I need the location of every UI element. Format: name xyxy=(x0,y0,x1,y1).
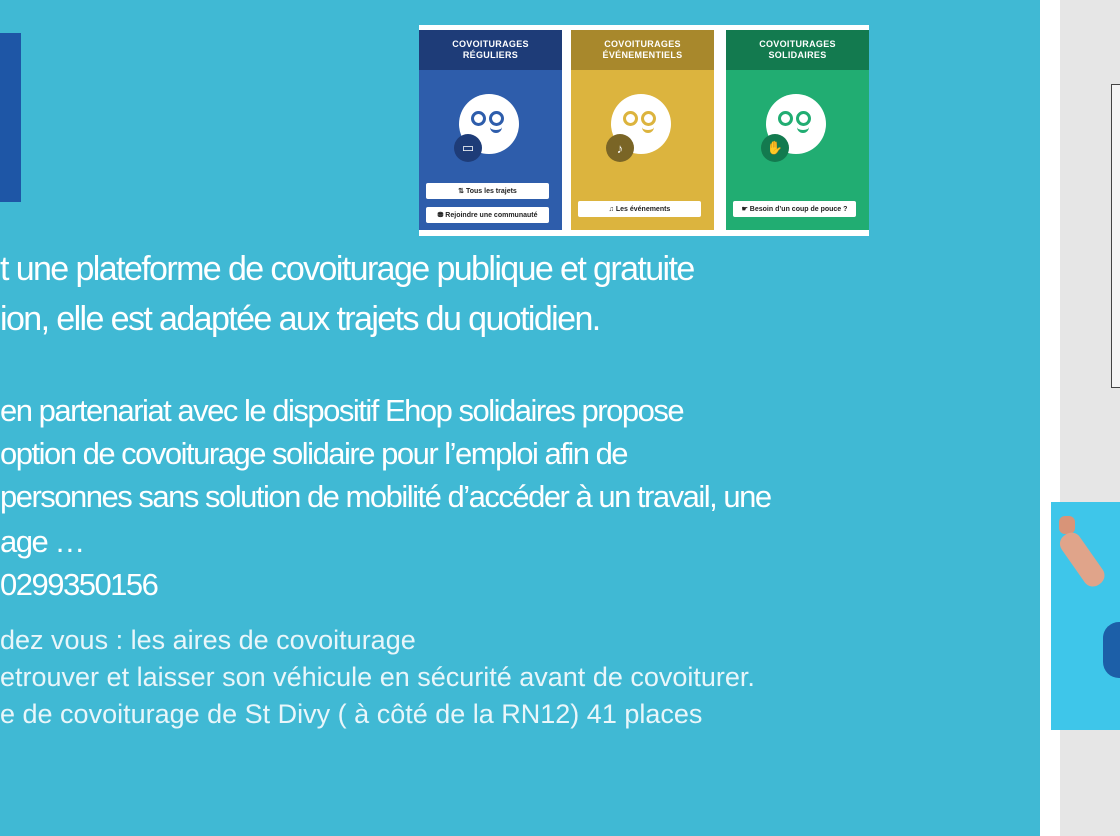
carpool-areas-text-line-1: etrouver et laisser son véhicule en sécurité avant de covoiturer. xyxy=(0,662,755,692)
intro-text-line-2: ion, elle est adaptée aux trajets du quotidien. xyxy=(0,300,600,338)
partnership-text-line-4: age … xyxy=(0,524,84,559)
slide-thumbnail[interactable] xyxy=(1111,84,1120,388)
smiley-icon xyxy=(459,94,519,154)
partnership-text-line-2: option de covoiturage solidaire pour l’emploi afin de xyxy=(0,436,628,471)
photo-thumbnail[interactable] xyxy=(1051,502,1120,730)
partnership-text-line-3: personnes sans solution de mobilité d’accéder à un travail, une xyxy=(0,479,771,514)
hand-icon: ✋ xyxy=(761,134,789,162)
card-solidaires-header: COVOITURAGES SOLIDAIRES xyxy=(726,30,869,70)
all-trips-button[interactable]: ⇅ Tous les trajets xyxy=(426,183,549,199)
join-community-button[interactable]: ⛃ Rejoindre une communauté xyxy=(426,207,549,223)
decorative-blue-block xyxy=(0,33,21,202)
help-button[interactable]: ☛ Besoin d’un coup de pouce ? xyxy=(733,201,856,217)
card-solidaires xyxy=(726,30,869,230)
intro-text-line-1: t une plateforme de covoiturage publique et gratuite xyxy=(0,250,694,288)
card-reguliers-header: COVOITURAGES RÉGULIERS xyxy=(419,30,562,70)
briefcase-icon: ▭ xyxy=(454,134,482,162)
smiley-icon xyxy=(766,94,826,154)
carpool-categories-image xyxy=(419,25,869,236)
partnership-text-line-1: en partenariat avec le dispositif Ehop solidaires propose xyxy=(0,393,684,428)
phone-number: 0299350156 xyxy=(0,567,158,602)
carpool-areas-heading: dez vous : les aires de covoiturage xyxy=(0,625,416,655)
shirt-shape xyxy=(1103,622,1120,678)
carpool-areas-text-line-2: e de covoiturage de St Divy ( à côté de la RN12) 41 places xyxy=(0,699,703,729)
card-reguliers xyxy=(419,30,562,230)
card-evenementiels-header: COVOITURAGES ÉVÉNEMENTIELS xyxy=(571,30,714,70)
card-evenementiels xyxy=(571,30,714,230)
music-note-icon: ♪ xyxy=(606,134,634,162)
smiley-icon xyxy=(611,94,671,154)
events-button[interactable]: ♫ Les événements xyxy=(578,201,701,217)
arm-shape xyxy=(1056,529,1108,591)
